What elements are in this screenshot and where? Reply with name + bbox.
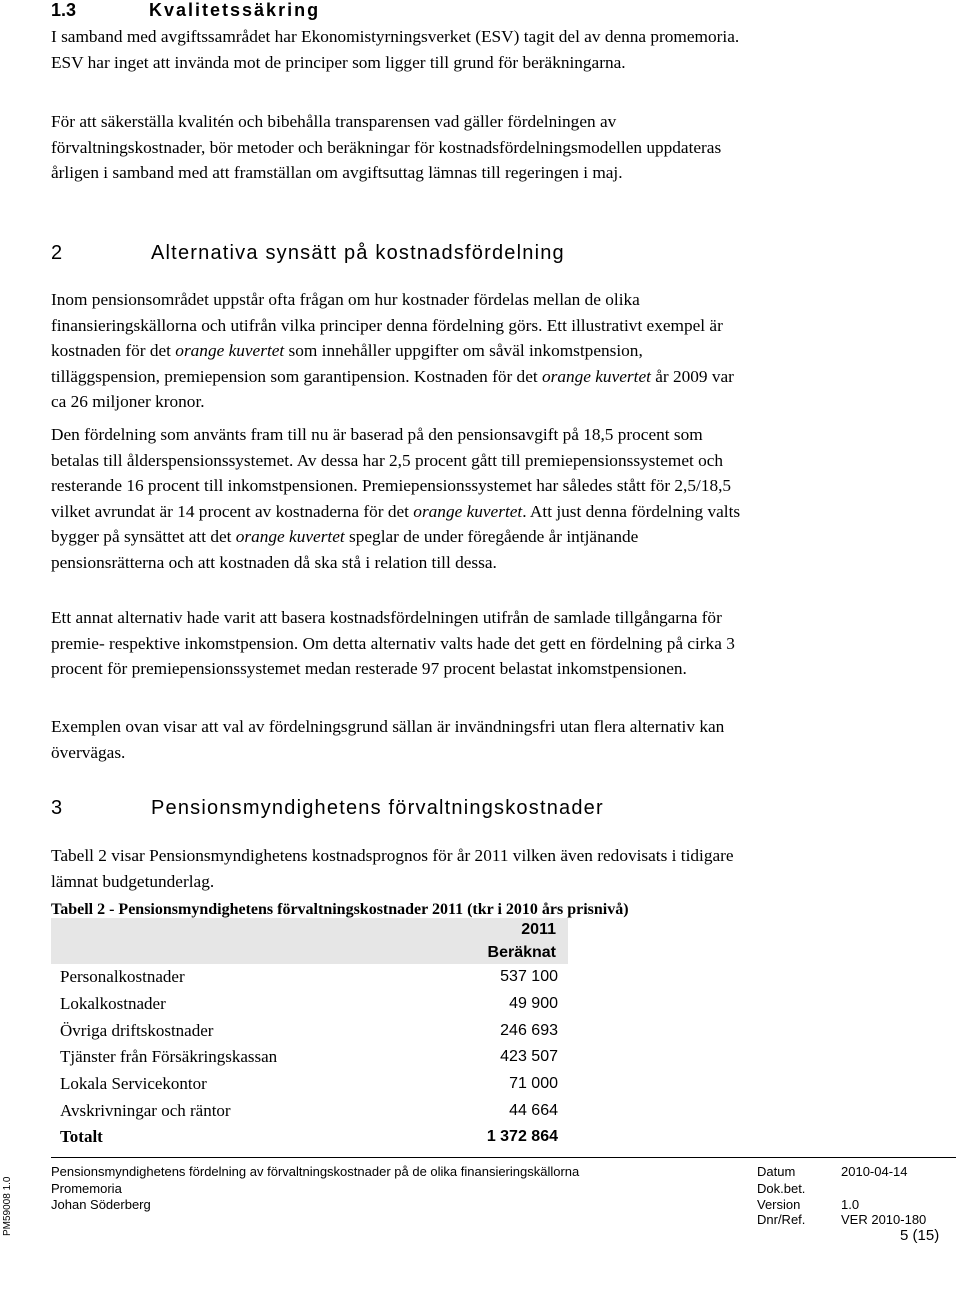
table-row — [51, 1044, 568, 1071]
footer-dnr-value: VER 2010-180 — [841, 1212, 927, 1227]
cost-table — [51, 918, 568, 1151]
table-row — [51, 964, 568, 991]
row-value: 49 900 — [509, 995, 558, 1013]
page-number: 5 (15) — [900, 1227, 940, 1244]
header-label: Beräknat — [480, 941, 568, 964]
row-value: 44 664 — [509, 1101, 558, 1119]
row-value: 537 100 — [500, 968, 558, 986]
footer-version-value: 1.0 — [841, 1197, 860, 1212]
row-label: Lokalkostnader — [60, 994, 166, 1014]
section-number: 2 — [51, 242, 63, 264]
row-value: 71 000 — [509, 1075, 558, 1093]
row-label: Övriga driftskostnader — [60, 1020, 214, 1040]
table-caption: Tabell 2 - Pensionsmyndighetens förvaltningskostnader 2011 (tkr i 2010 års prisnivå) — [51, 901, 629, 918]
table-total-row — [51, 1124, 568, 1151]
header-year: 2011 — [480, 918, 568, 941]
paragraph-esv: I samband med avgiftssamrådet har Ekonomistyrningsverket (ESV) tagit del av denna promemoria. ESV har inget att invända mot de principer som ligger till grund för beräkningarna. — [51, 27, 740, 72]
footer-doc-title: Pensionsmyndighetens fördelning av förvaltningskostnader på de olika finansieringskällorna — [51, 1164, 580, 1179]
paragraph-distribution: Den fördelning som använts fram till nu är baserad på den pensionsavgift på 18,5 procent som betalas till ålderspensionssystemet. Av dessa har 2,5 procent gått till premiepensionssystemet och resterande 16 procent till inkomstpensionen. Premiepensionssystemet har således stått för 2,5/18,5 vilket avrundat är 14 procent av kostnaderna för det orange kuvertet. Att just denna fördelning valts bygger på synsättet att det orange kuvertet speglar de under föregående år intjänande pensionsrätterna och att kostnaden då ska stå i relation till dessa. — [51, 425, 741, 572]
total-value: 1 372 864 — [486, 1128, 558, 1146]
footer-version-label: Version — [757, 1197, 801, 1212]
footer-rule — [51, 1157, 956, 1158]
section-title: Pensionsmyndighetens förvaltningskostnader — [151, 797, 604, 819]
side-code: PM59008 1.0 — [2, 1176, 13, 1236]
total-label: Totalt — [60, 1127, 103, 1147]
footer-dnr-label: Dnr/Ref. — [757, 1212, 806, 1227]
row-label: Tjänster från Försäkringskassan — [60, 1047, 278, 1067]
paragraph-quality: För att säkerställa kvalitén och bibehålla transparensen vad gäller fördelningen av förvaltningskostnader, bör metoder och beräkningar för kostnadsfördelningsmodellen uppdateras årligen i samband med att framställan om avgiftsuttag lämnas till regeringen i maj. — [51, 112, 722, 182]
section-number: 1.3 — [51, 0, 77, 20]
table-row — [51, 1017, 568, 1044]
table-header-row — [51, 941, 568, 964]
table-row — [51, 1071, 568, 1098]
section-heading-1-3 — [51, 0, 320, 21]
paragraph-orange-envelope: Inom pensionsområdet uppstår ofta frågan om hur kostnader fördelas mellan de olika finansieringskällorna och utifrån vilka principer denna fördelning görs. Ett illustrativt exempel är kostnaden för det orange kuvertet som innehåller uppgifter om såväl inkomstpension, tilläggspension, premiepension som garantipension. Kostnaden för det orange kuvertet år 2009 var ca 26 miljoner kronor. — [51, 290, 734, 411]
table-row — [51, 991, 568, 1018]
paragraph-examples: Exemplen ovan visar att val av fördelningsgrund sällan är invändningsfri utan flera alternativ kan övervägas. — [51, 717, 725, 762]
section-number: 3 — [51, 797, 63, 819]
paragraph-table-intro: Tabell 2 visar Pensionsmyndighetens kostnadsprognos för år 2011 vilken även redovisats i tidigare lämnat budgetunderlag. — [51, 846, 734, 891]
footer-datum-label: Datum — [757, 1164, 796, 1179]
row-label: Personalkostnader — [60, 967, 185, 987]
side-code-wrap — [2, 1176, 14, 1316]
row-value: 246 693 — [500, 1021, 558, 1039]
section-title: Kvalitetssäkring — [149, 0, 321, 20]
section-title: Alternativa synsätt på kostnadsfördelning — [151, 242, 565, 264]
row-value: 423 507 — [500, 1048, 558, 1066]
section-heading-2 — [51, 242, 565, 265]
row-label: Avskrivningar och räntor — [60, 1100, 231, 1120]
footer-author: Johan Söderberg — [51, 1197, 151, 1212]
footer-dokbet-label: Dok.bet. — [757, 1181, 806, 1196]
paragraph-alternative: Ett annat alternativ hade varit att basera kostnadsfördelningen utifrån de samlade tillgångarna för premie- respektive inkomstpension. Om detta alternativ valts hade det gett en fördelning på cirka 3 procent för premiepensionssystemet medan resterade 97 procent belastat inkomstpensionen. — [51, 608, 735, 678]
section-heading-3 — [51, 797, 604, 820]
footer-doc-type: Promemoria — [51, 1181, 122, 1196]
footer-datum-value: 2010-04-14 — [841, 1164, 908, 1179]
table-header-row — [51, 918, 568, 941]
table-row — [51, 1097, 568, 1124]
row-label: Lokala Servicekontor — [60, 1074, 207, 1094]
